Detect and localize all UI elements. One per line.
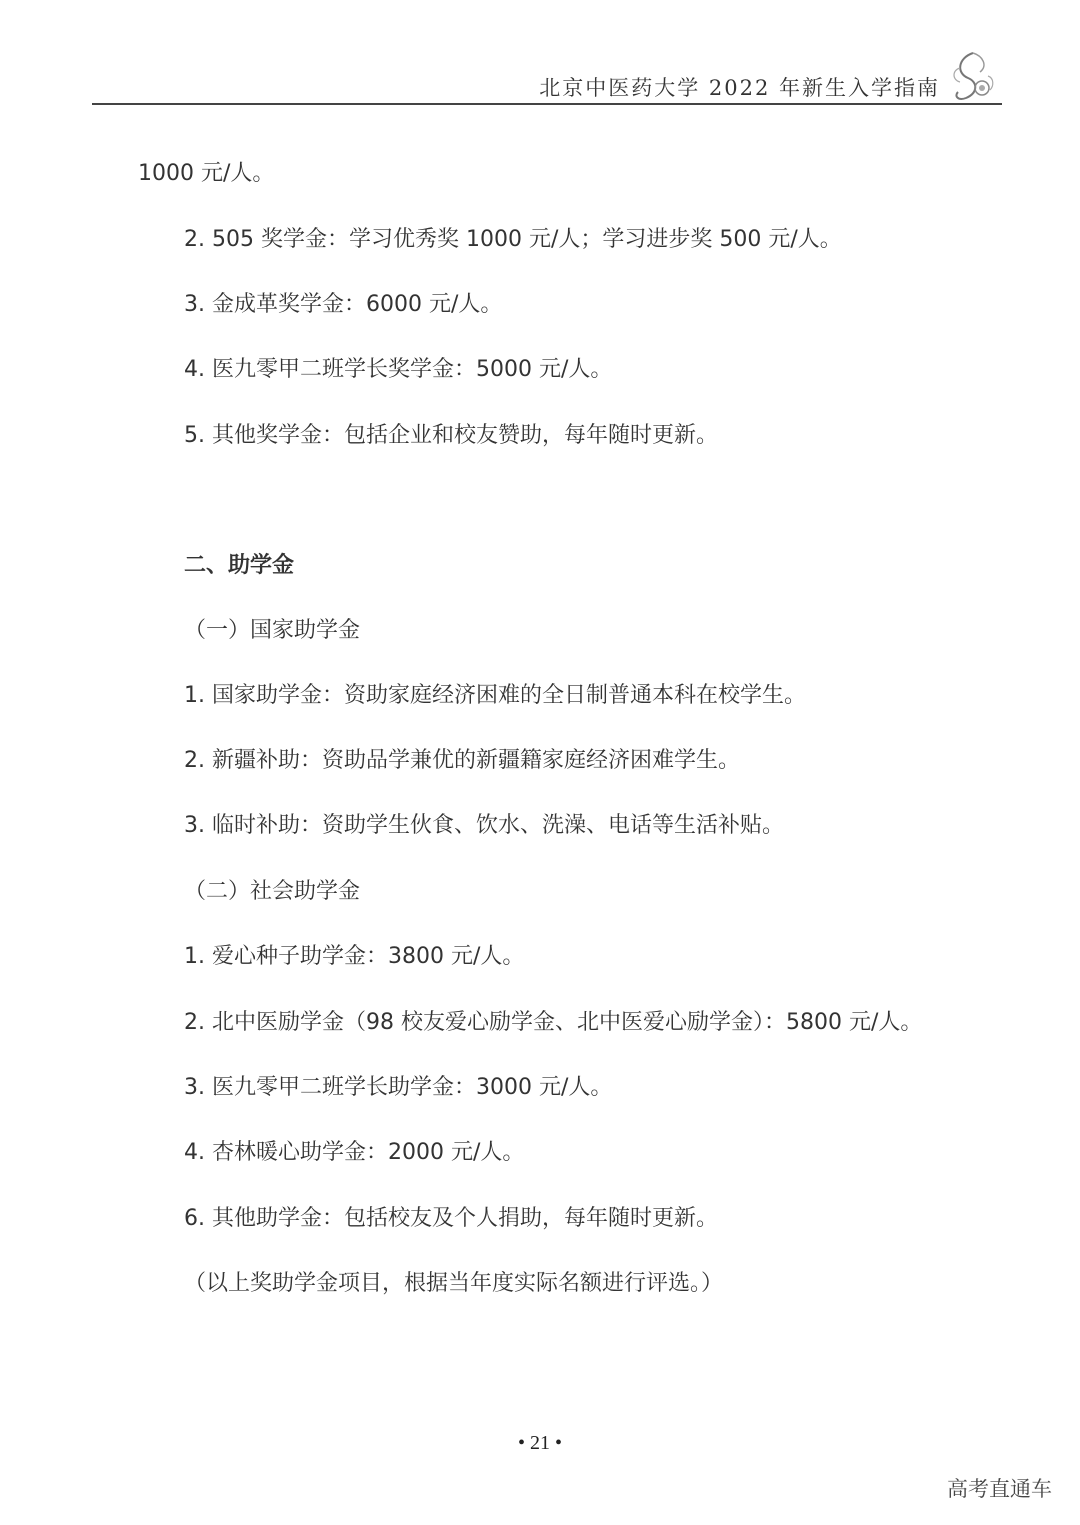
text-line: 2. 505 奖学金：学习优秀奖 1000 元/人；学习进步奖 500 元/人。 bbox=[184, 227, 842, 252]
text-line: 1. 爱心种子助学金：3800 元/人。 bbox=[184, 944, 525, 969]
text-line: 2. 新疆补助：资助品学兼优的新疆籍家庭经济困难学生。 bbox=[184, 748, 740, 773]
text-line: 1000 元/人。 bbox=[138, 161, 275, 186]
watermark: 高考直通车 bbox=[947, 1477, 1052, 1501]
text-line: 4. 医九零甲二班学长奖学金：5000 元/人。 bbox=[184, 357, 613, 382]
text-line: 6. 其他助学金：包括校友及个人捐助，每年随时更新。 bbox=[184, 1206, 718, 1231]
subsection-heading: （二）社会助学金 bbox=[184, 879, 361, 904]
text-line: 3. 金成革奖学金：6000 元/人。 bbox=[184, 292, 503, 317]
text-line: 4. 杏林暖心助学金：2000 元/人。 bbox=[184, 1140, 525, 1165]
subsection-heading: （一）国家助学金 bbox=[184, 618, 361, 643]
text-line: 3. 医九零甲二班学长助学金：3000 元/人。 bbox=[184, 1075, 613, 1100]
text-line: 2. 北中医励学金（98 校友爱心励学金、北中医爱心励学金）：5800 元/人。 bbox=[184, 1010, 923, 1035]
text-line: 5. 其他奖学金：包括企业和校友赞助，每年随时更新。 bbox=[184, 423, 718, 448]
text-line: 1. 国家助学金：资助家庭经济困难的全日制普通本科在校学生。 bbox=[184, 683, 806, 708]
header-divider bbox=[92, 103, 1002, 105]
page-number: • 21 • bbox=[517, 1432, 562, 1454]
text-line: 3. 临时补助：资助学生伙食、饮水、洗澡、电话等生活补贴。 bbox=[184, 813, 784, 838]
header-title: 北京中医药大学 2022 年新生入学指南 bbox=[539, 76, 940, 100]
footnote: （以上奖助学金项目，根据当年度实际名额进行评选。） bbox=[184, 1271, 724, 1296]
section-heading: 二、助学金 bbox=[184, 553, 295, 578]
floral-ornament-icon bbox=[948, 48, 998, 108]
